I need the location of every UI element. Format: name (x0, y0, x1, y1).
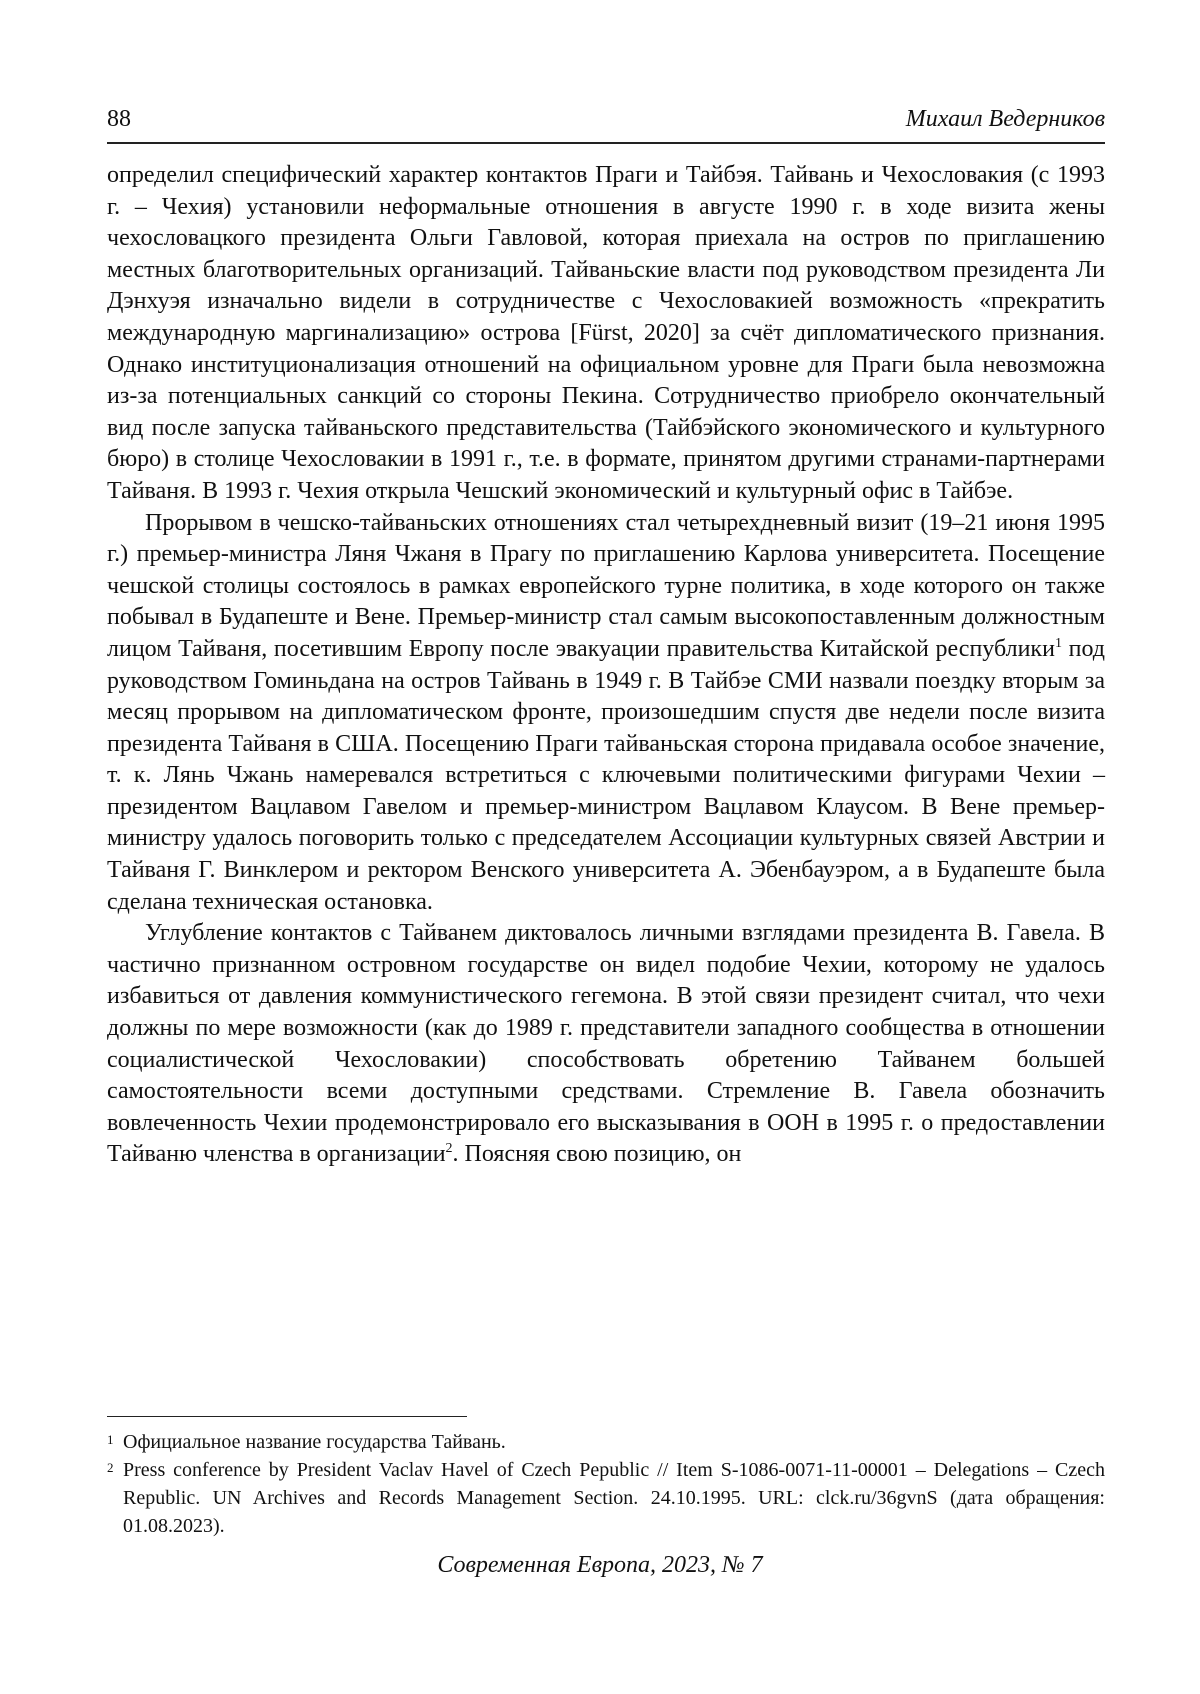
paragraph-2 (107, 508, 1105, 919)
paragraph-2-text-b: под руководством Гоминьдана на остров Тайвань в 1949 г. В Тайбэе СМИ назвали поездку вторым за месяц прорывом на дипломатическом фронте, произошедшим спустя две недели после визита президента Тайваня в США. Посещению Праги тайваньская сторона придавала особое значение, т. к. Лянь Чжань намеревался встретиться с ключевыми политическими фигурами Чехии – президентом Вацлавом Гавелом и премьер-министром Вацлавом Клаусом. В Вене премьер-министру удалось поговорить только с председателем Ассоциации культурных связей Австрии и Тайваня Г. Винклером и ректором Венского университета А. Эбенбауэром, а в Будапеште была сделана техническая остановка. (107, 635, 1105, 915)
footnote-divider (107, 1416, 467, 1417)
footnotes (107, 1428, 1105, 1540)
journal-footer: Современная Европа, 2023, № 7 (437, 1552, 763, 1578)
footnote-1-text: Официальное название государства Тайвань. (123, 1431, 506, 1453)
footnote-ref-2[interactable]: 2 (445, 1141, 453, 1157)
paragraph-3-text-b: . Поясняя свою позицию, он (452, 1141, 742, 1168)
footnote-2-text: Press conference by President Vaclav Havel of Czech Pepublic // Item S-1086-0071-11-00001 – Delegations – Czech Republic. UN Archives and Records Management Section. 24.10.1995. URL: clck.ru/36gvnS (дата обращения: 01.08.2023). (123, 1459, 1105, 1537)
article-body (107, 160, 1105, 1171)
footnote-2 (107, 1456, 1105, 1540)
running-title: Михаил Ведерников (905, 106, 1105, 132)
paragraph-2-text-a: Прорывом в чешско-тайваньских отношениях стал четырехдневный визит (19–21 июня 1995 г.) премьер-министра Ляня Чжаня в Прагу по приглашению Карлова университета. Посещение чешской столицы состоялось в рамках европейского турне политика, в ходе которого он также побывал в Будапеште и Вене. Премьер-министр стал самым высокопоставленным должностным лицом Тайваня, посетившим Европу после эвакуации правительства Китайской республики (107, 509, 1105, 662)
page-number: 88 (107, 106, 131, 132)
paragraph-3 (107, 918, 1105, 1171)
footnote-2-mark: 2 (107, 1460, 114, 1475)
footnote-ref-1[interactable]: 1 (1054, 635, 1062, 651)
footnote-1-mark: 1 (107, 1432, 114, 1447)
paragraph-1: определил специфический характер контактов Праги и Тайбэя. Тайвань и Чехословакия (с 1993 г. – Чехия) установили неформальные отношения в августе 1990 г. в ходе визита жены чехословацкого президента Ольги Гавловой, которая приехала на остров по приглашению местных благотворительных организаций. Тайваньские власти под руководством президента Ли Дэнхуэя изначально видели в сотрудничестве с Чехословакией возможность «прекратить международную маргинализацию» острова [Fürst, 2020] за счёт дипломатического признания. Однако институционализация отношений на официальном уровне для Праги была невозможна из-за потенциальных санкций со стороны Пекина. Сотрудничество приобрело окончательный вид после запуска тайваньского представительства (Тайбэйского экономического и культурного бюро) в столице Чехословакии в 1991 г., т.е. в формате, принятом другими странами-партнерами Тайваня. В 1993 г. Чехия открыла Чешский экономический и культурный офис в Тайбэе. (107, 162, 1105, 504)
page-header (107, 102, 1105, 144)
paragraph-3-text-a: Углубление контактов с Тайванем диктовалось личными взглядами президента В. Гавела. В частично признанном островном государстве он видел подобие Чехии, которому не удалось избавиться от давления коммунистического гегемона. В этой связи президент считал, что чехи должны по мере возможности (как до 1989 г. представители западного сообщества в отношении социалистической Чехословакии) способствовать обретению Тайванем большей самостоятельности всеми доступными средствами. Стремление В. Гавела обозначить вовлеченность Чехии продемонстрировало его высказывания в ООН в 1995 г. о предоставлении Тайваню членства в организации (107, 920, 1105, 1168)
footnote-1 (107, 1428, 1105, 1456)
